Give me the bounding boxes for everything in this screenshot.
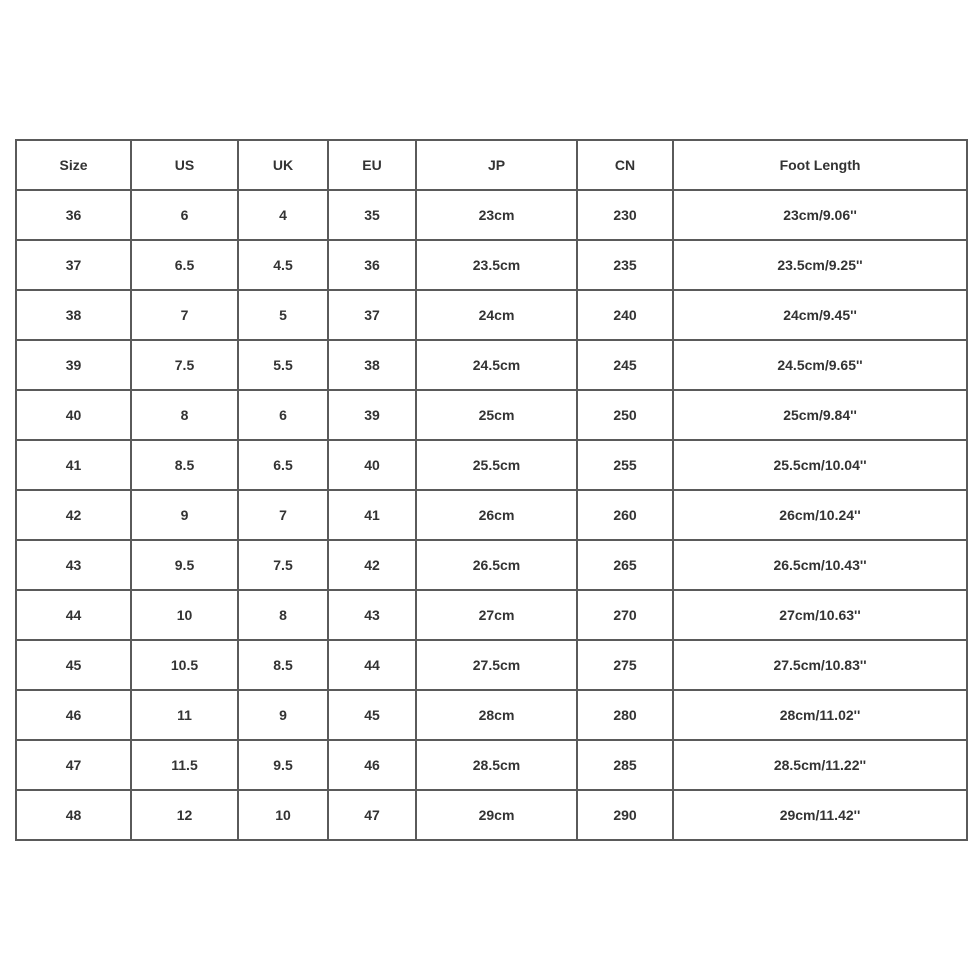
cell-foot-length: 27cm/10.63'' [673,590,967,640]
cell-us: 7 [131,290,238,340]
column-header-cn: CN [577,140,673,190]
cell-us: 8.5 [131,440,238,490]
cell-eu: 37 [328,290,416,340]
cell-eu: 36 [328,240,416,290]
cell-size: 36 [16,190,131,240]
cell-size: 46 [16,690,131,740]
cell-jp: 27cm [416,590,577,640]
cell-us: 6.5 [131,240,238,290]
cell-size: 45 [16,640,131,690]
cell-foot-length: 25.5cm/10.04'' [673,440,967,490]
cell-foot-length: 28cm/11.02'' [673,690,967,740]
cell-cn: 255 [577,440,673,490]
cell-cn: 275 [577,640,673,690]
cell-us: 10 [131,590,238,640]
cell-uk: 7 [238,490,328,540]
column-header-eu: EU [328,140,416,190]
cell-uk: 10 [238,790,328,840]
cell-cn: 265 [577,540,673,590]
cell-foot-length: 24.5cm/9.65'' [673,340,967,390]
column-header-uk: UK [238,140,328,190]
cell-eu: 45 [328,690,416,740]
cell-eu: 35 [328,190,416,240]
cell-uk: 8 [238,590,328,640]
table-row [16,640,967,690]
cell-size: 48 [16,790,131,840]
cell-size: 42 [16,490,131,540]
table-row [16,340,967,390]
cell-us: 10.5 [131,640,238,690]
cell-jp: 27.5cm [416,640,577,690]
cell-us: 12 [131,790,238,840]
cell-foot-length: 27.5cm/10.83'' [673,640,967,690]
cell-cn: 260 [577,490,673,540]
table-row [16,690,967,740]
header-row [16,140,967,190]
table-header [16,140,967,190]
cell-eu: 38 [328,340,416,390]
cell-cn: 235 [577,240,673,290]
column-header-us: US [131,140,238,190]
cell-uk: 4.5 [238,240,328,290]
column-header-size: Size [16,140,131,190]
cell-uk: 9 [238,690,328,740]
cell-us: 7.5 [131,340,238,390]
cell-foot-length: 24cm/9.45'' [673,290,967,340]
cell-jp: 25cm [416,390,577,440]
cell-cn: 250 [577,390,673,440]
cell-size: 43 [16,540,131,590]
cell-size: 38 [16,290,131,340]
cell-us: 11 [131,690,238,740]
cell-foot-length: 29cm/11.42'' [673,790,967,840]
cell-foot-length: 23cm/9.06'' [673,190,967,240]
cell-cn: 240 [577,290,673,340]
table-body [16,190,967,840]
cell-cn: 230 [577,190,673,240]
cell-uk: 5 [238,290,328,340]
cell-eu: 47 [328,790,416,840]
table-row [16,290,967,340]
cell-size: 40 [16,390,131,440]
column-header-jp: JP [416,140,577,190]
size-chart-table [15,139,968,841]
cell-foot-length: 25cm/9.84'' [673,390,967,440]
cell-cn: 245 [577,340,673,390]
cell-jp: 26cm [416,490,577,540]
cell-jp: 23.5cm [416,240,577,290]
cell-cn: 270 [577,590,673,640]
cell-uk: 5.5 [238,340,328,390]
cell-eu: 42 [328,540,416,590]
cell-jp: 24.5cm [416,340,577,390]
table-row [16,390,967,440]
cell-size: 37 [16,240,131,290]
cell-jp: 25.5cm [416,440,577,490]
cell-eu: 46 [328,740,416,790]
cell-size: 39 [16,340,131,390]
cell-uk: 7.5 [238,540,328,590]
cell-jp: 23cm [416,190,577,240]
cell-us: 9 [131,490,238,540]
cell-eu: 44 [328,640,416,690]
cell-eu: 43 [328,590,416,640]
table-row [16,590,967,640]
cell-jp: 26.5cm [416,540,577,590]
cell-us: 6 [131,190,238,240]
table-row [16,440,967,490]
table-row [16,190,967,240]
cell-jp: 24cm [416,290,577,340]
cell-uk: 4 [238,190,328,240]
table-row [16,790,967,840]
cell-foot-length: 23.5cm/9.25'' [673,240,967,290]
cell-size: 41 [16,440,131,490]
cell-size: 47 [16,740,131,790]
table-row [16,490,967,540]
cell-us: 11.5 [131,740,238,790]
cell-eu: 40 [328,440,416,490]
cell-uk: 9.5 [238,740,328,790]
cell-jp: 28cm [416,690,577,740]
cell-jp: 28.5cm [416,740,577,790]
cell-cn: 285 [577,740,673,790]
cell-foot-length: 26cm/10.24'' [673,490,967,540]
cell-uk: 6.5 [238,440,328,490]
cell-eu: 41 [328,490,416,540]
cell-cn: 280 [577,690,673,740]
cell-us: 9.5 [131,540,238,590]
cell-foot-length: 26.5cm/10.43'' [673,540,967,590]
cell-uk: 8.5 [238,640,328,690]
cell-size: 44 [16,590,131,640]
cell-uk: 6 [238,390,328,440]
cell-jp: 29cm [416,790,577,840]
column-header-foot-length: Foot Length [673,140,967,190]
cell-eu: 39 [328,390,416,440]
table-row [16,740,967,790]
table-row [16,540,967,590]
cell-us: 8 [131,390,238,440]
cell-foot-length: 28.5cm/11.22'' [673,740,967,790]
cell-cn: 290 [577,790,673,840]
table-row [16,240,967,290]
